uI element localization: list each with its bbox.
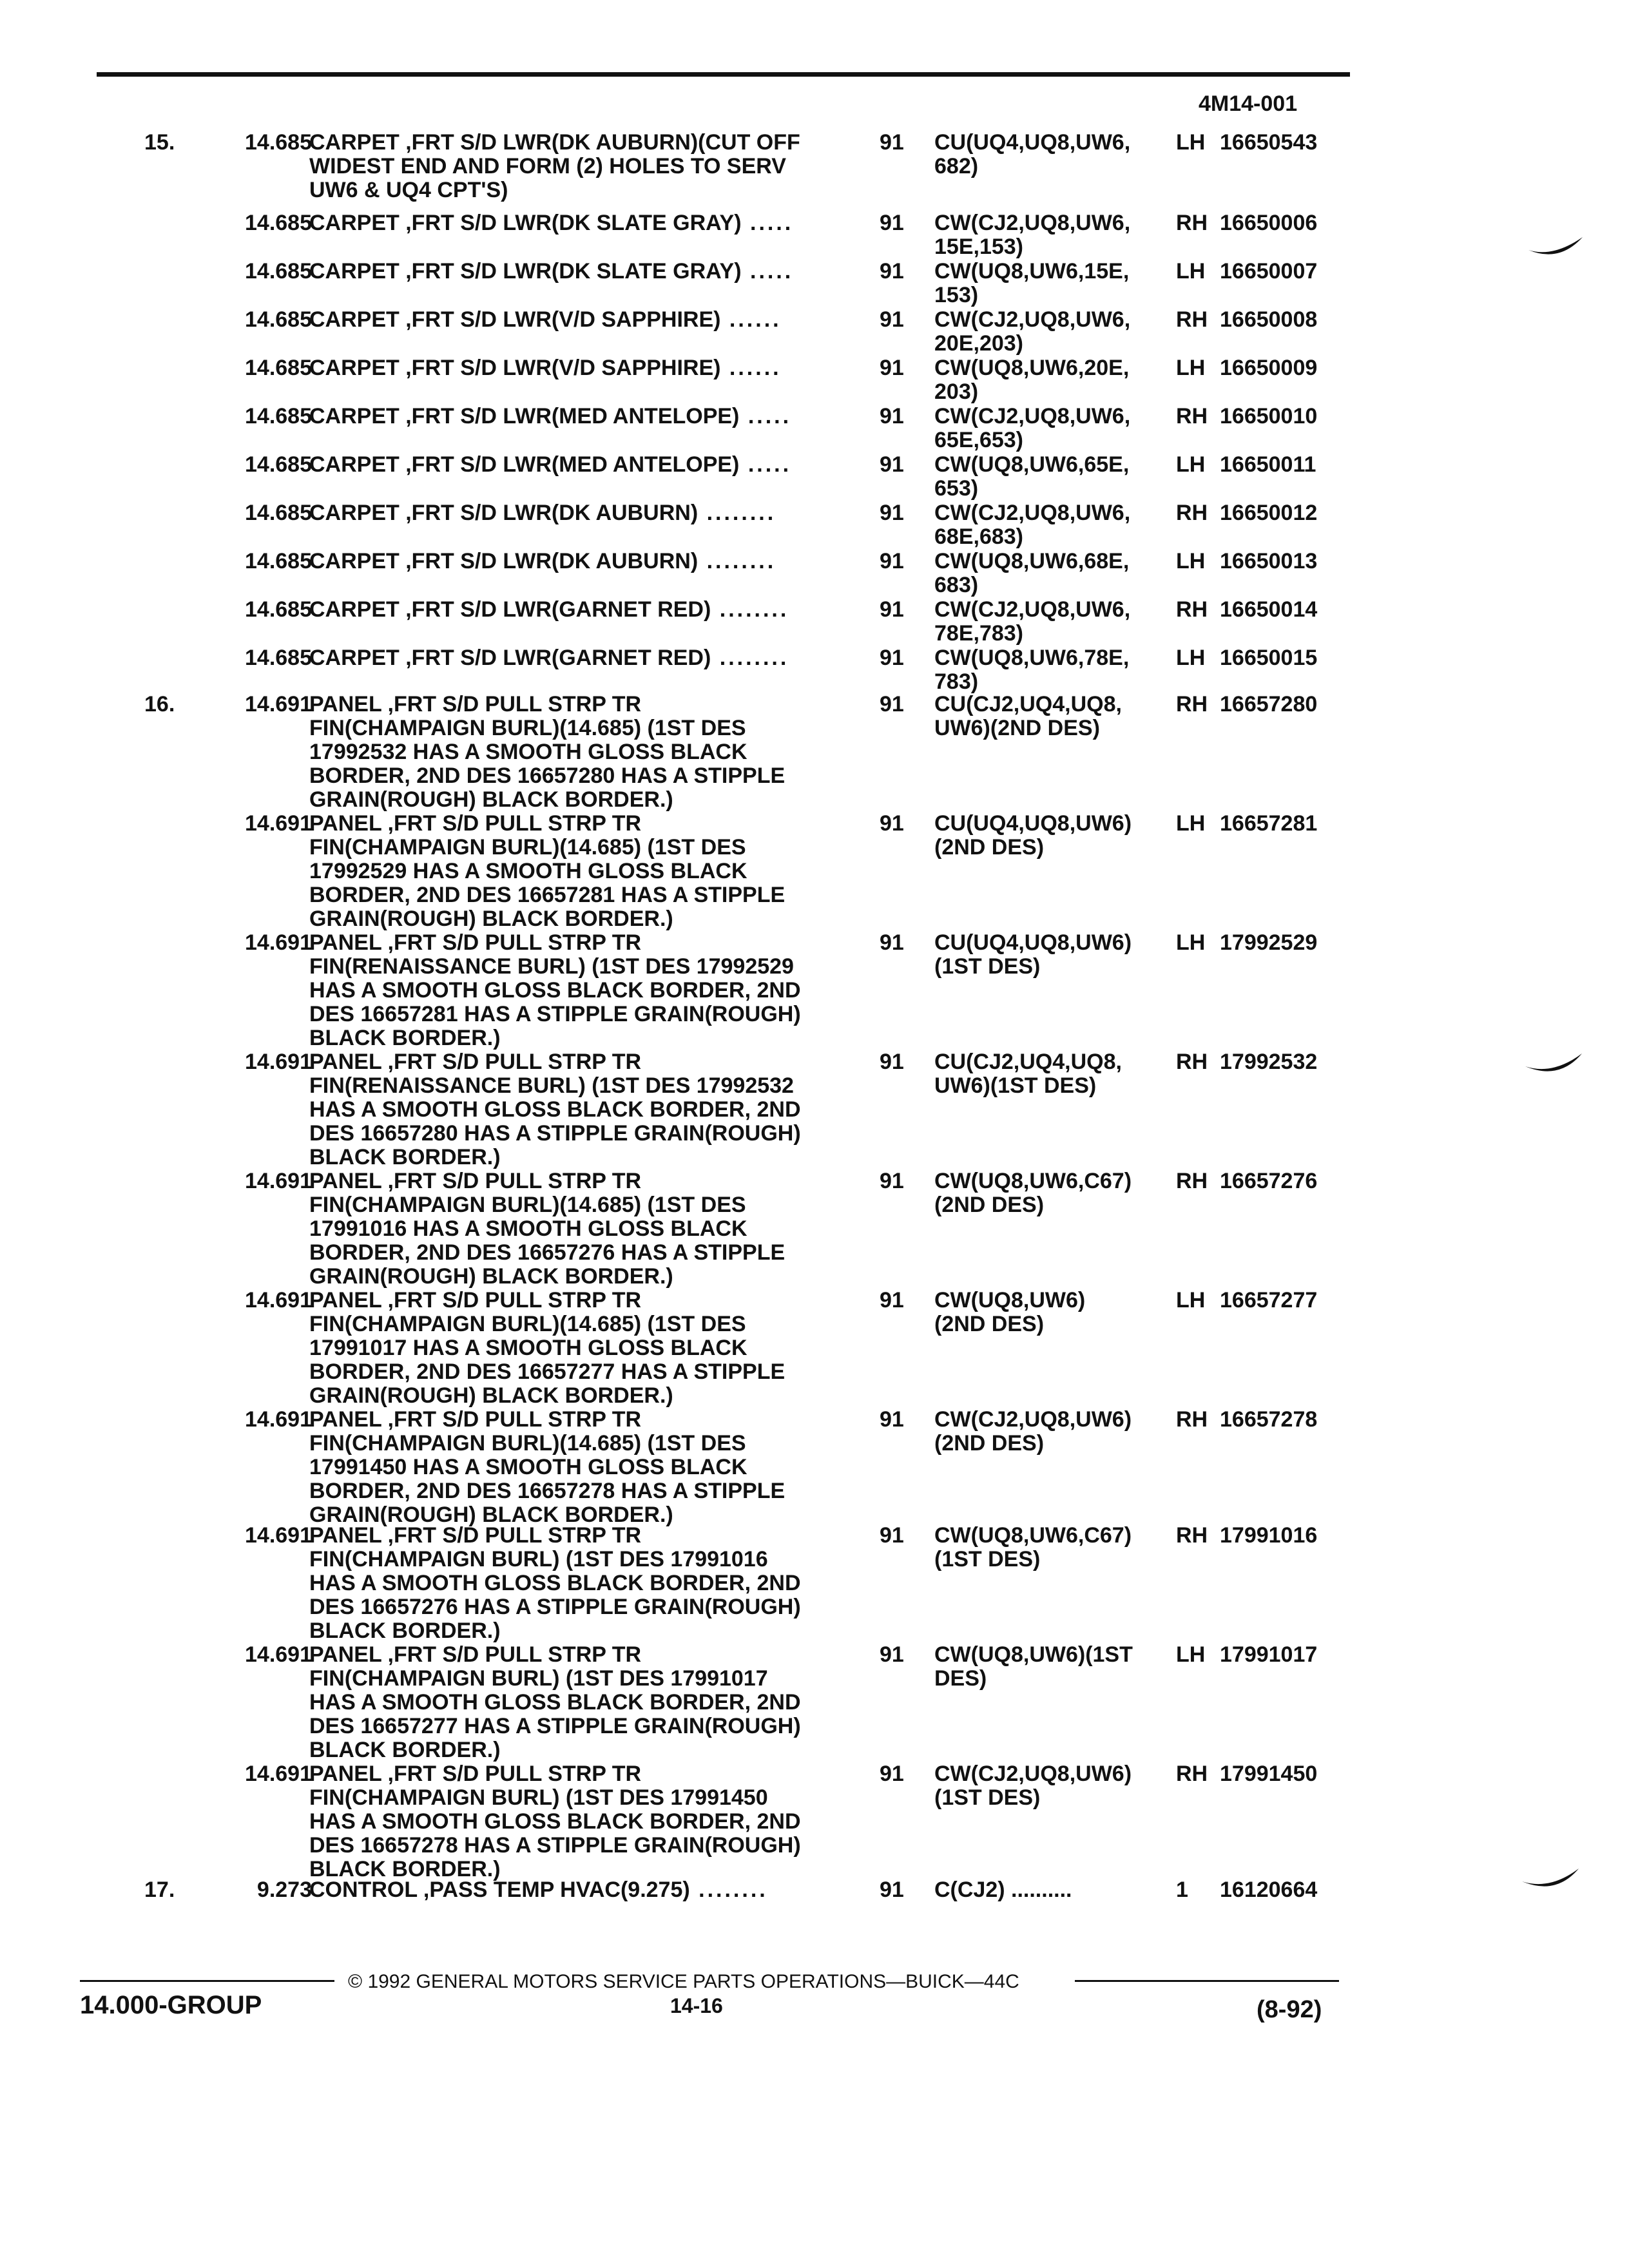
side-or-qty: RH [1176,1407,1208,1432]
item-number: 17. [144,1878,175,1902]
part-number: 17992532 [1220,1050,1318,1074]
part-number: 16657276 [1220,1169,1318,1193]
part-description: CARPET ,FRT S/D LWR(V/D SAPPHIRE) ...... [309,307,782,332]
group-number: 14.685 [245,646,312,670]
model-codes: CU(CJ2,UQ4,UQ8, UW6)(2ND DES) [934,692,1122,740]
model-codes: CW(CJ2,UQ8,UW6, 68E,683) [934,501,1131,549]
binding-mark-2 [1524,1047,1585,1079]
group-label: 14.000-GROUP [80,1991,262,2019]
leader-dots: ........ [698,549,776,573]
part-number: 17991017 [1220,1642,1318,1667]
part-number: 16650015 [1220,646,1318,670]
part-description: PANEL ,FRT S/D PULL STRP TR FIN(CHAMPAIGN BURL)(14.685) (1ST DES 17991017 HAS A SMOOTH GLOSS BLACK BORDER, 2ND DES 16657277 HAS A STIPPLE GRAIN(ROUGH) BLACK BORDER.) [309,1288,786,1408]
part-description: CARPET ,FRT S/D LWR(DK SLATE GRAY) ..... [309,259,794,284]
group-number: 14.685 [245,452,312,477]
leader-dots: ........ [689,1878,768,1902]
model-codes: C(CJ2) .......... [934,1878,1072,1902]
model-year: 91 [880,1642,904,1667]
model-codes: CU(UQ4,UQ8,UW6) (2ND DES) [934,811,1132,860]
model-year: 91 [880,692,904,716]
group-number: 14.691 [245,930,312,955]
model-year: 91 [880,259,904,284]
part-number: 16650012 [1220,501,1318,525]
model-codes: CU(UQ4,UQ8,UW6) (1ST DES) [934,930,1132,979]
leader-dots: ..... [739,404,792,428]
model-year: 91 [880,646,904,670]
model-codes: CU(CJ2,UQ4,UQ8, UW6)(1ST DES) [934,1050,1122,1098]
model-year: 91 [880,501,904,525]
side-or-qty: LH [1176,1642,1206,1667]
group-number: 14.691 [245,692,312,716]
model-year: 91 [880,930,904,955]
page-code: 4M14-001 [1199,91,1298,116]
part-description: PANEL ,FRT S/D PULL STRP TR FIN(CHAMPAIGN BURL)(14.685) (1ST DES 17992532 HAS A SMOOTH GLOSS BLACK BORDER, 2ND DES 16657280 HAS A STIPPLE GRAIN(ROUGH) BLACK BORDER.) [309,692,786,812]
part-description: CARPET ,FRT S/D LWR(MED ANTELOPE) ..... [309,452,792,477]
model-year: 91 [880,811,904,836]
group-number: 9.273 [256,1878,312,1902]
model-codes: CU(UQ4,UQ8,UW6, 682) [934,130,1131,178]
model-year: 91 [880,356,904,380]
part-number: 17992529 [1220,930,1318,955]
part-number: 16650011 [1220,452,1316,477]
part-description: PANEL ,FRT S/D PULL STRP TR FIN(CHAMPAIGN BURL) (1ST DES 17991450 HAS A SMOOTH GLOSS BLACK BORDER, 2ND DES 16657278 HAS A STIPPLE GRAIN(ROUGH) BLACK BORDER.) [309,1762,801,1881]
part-number: 16650006 [1220,211,1318,235]
side-or-qty: RH [1176,307,1208,332]
group-number: 14.691 [245,1642,312,1667]
group-number: 14.691 [245,1288,312,1312]
model-year: 91 [880,1288,904,1312]
model-year: 91 [880,130,904,155]
model-codes: CW(UQ8,UW6,C67) (1ST DES) [934,1523,1132,1571]
model-year: 91 [880,211,904,235]
part-description: CARPET ,FRT S/D LWR(GARNET RED) ........ [309,646,789,670]
model-year: 91 [880,404,904,428]
part-number: 16650007 [1220,259,1318,284]
side-or-qty: RH [1176,1762,1208,1786]
part-description: PANEL ,FRT S/D PULL STRP TR FIN(CHAMPAIGN BURL)(14.685) (1ST DES 17991016 HAS A SMOOTH GLOSS BLACK BORDER, 2ND DES 16657276 HAS A STIPPLE GRAIN(ROUGH) BLACK BORDER.) [309,1169,786,1289]
model-codes: CW(UQ8,UW6) (2ND DES) [934,1288,1086,1336]
part-description: PANEL ,FRT S/D PULL STRP TR FIN(CHAMPAIGN BURL) (1ST DES 17991017 HAS A SMOOTH GLOSS BLACK BORDER, 2ND DES 16657277 HAS A STIPPLE GRAIN(ROUGH) BLACK BORDER.) [309,1642,801,1762]
page-number: 14-16 [670,1994,723,2017]
part-number: 16650009 [1220,356,1318,380]
group-number: 14.691 [245,1407,312,1432]
group-number: 14.691 [245,1523,312,1548]
part-number: 16650543 [1220,130,1318,155]
leader-dots: ...... [720,307,782,332]
part-number: 16650010 [1220,404,1318,428]
group-number: 14.685 [245,307,312,332]
model-codes: CW(CJ2,UQ8,UW6) (2ND DES) [934,1407,1132,1456]
group-number: 14.685 [245,597,312,622]
footer-rule-left [80,1980,334,1982]
model-year: 91 [880,549,904,573]
copyright-line: © 1992 GENERAL MOTORS SERVICE PARTS OPERATIONS—BUICK—44C [348,1971,1019,1992]
binding-mark-1 [1527,232,1585,264]
model-codes: CW(UQ8,UW6,15E, 153) [934,259,1130,307]
part-number: 16120664 [1220,1878,1318,1902]
model-year: 91 [880,1762,904,1786]
model-codes: CW(UQ8,UW6,C67) (2ND DES) [934,1169,1132,1217]
model-codes: CW(CJ2,UQ8,UW6, 20E,203) [934,307,1131,356]
part-description: PANEL ,FRT S/D PULL STRP TR FIN(CHAMPAIGN BURL) (1ST DES 17991016 HAS A SMOOTH GLOSS BLACK BORDER, 2ND DES 16657276 HAS A STIPPLE GRAIN(ROUGH) BLACK BORDER.) [309,1523,801,1643]
leader-dots: ...... [720,356,782,380]
part-description: CARPET ,FRT S/D LWR(DK AUBURN) ........ [309,501,776,525]
side-or-qty: LH [1176,811,1206,836]
part-description: CARPET ,FRT S/D LWR(MED ANTELOPE) ..... [309,404,792,428]
leader-dots: ..... [739,452,792,477]
group-number: 14.685 [245,259,312,284]
part-description: PANEL ,FRT S/D PULL STRP TR FIN(RENAISSANCE BURL) (1ST DES 17992532 HAS A SMOOTH GLOSS BLACK BORDER, 2ND DES 16657280 HAS A STIPPLE GRAIN(ROUGH) BLACK BORDER.) [309,1050,801,1169]
part-number: 16657280 [1220,692,1318,716]
model-codes: CW(CJ2,UQ8,UW6) (1ST DES) [934,1762,1132,1810]
binding-mark-3 [1521,1862,1582,1894]
part-number: 16650014 [1220,597,1318,622]
group-number: 14.685 [245,404,312,428]
part-description: CONTROL ,PASS TEMP HVAC(9.275) ........ [309,1878,768,1902]
model-codes: CW(UQ8,UW6,65E, 653) [934,452,1130,501]
model-year: 91 [880,1878,904,1902]
part-description: PANEL ,FRT S/D PULL STRP TR FIN(RENAISSANCE BURL) (1ST DES 17992529 HAS A SMOOTH GLOSS BLACK BORDER, 2ND DES 16657281 HAS A STIPPLE GRAIN(ROUGH) BLACK BORDER.) [309,930,801,1050]
side-or-qty: RH [1176,597,1208,622]
part-description: CARPET ,FRT S/D LWR(DK AUBURN) ........ [309,549,776,573]
item-number: 16. [144,692,175,716]
model-year: 91 [880,307,904,332]
side-or-qty: RH [1176,1523,1208,1548]
revision-date: (8-92) [1257,1996,1322,2023]
model-year: 91 [880,597,904,622]
part-number: 16657277 [1220,1288,1318,1312]
leader-dots: ........ [711,646,789,670]
part-description: PANEL ,FRT S/D PULL STRP TR FIN(CHAMPAIGN BURL)(14.685) (1ST DES 17992529 HAS A SMOOTH GLOSS BLACK BORDER, 2ND DES 16657281 HAS A STIPPLE GRAIN(ROUGH) BLACK BORDER.) [309,811,786,931]
side-or-qty: LH [1176,1288,1206,1312]
side-or-qty: RH [1176,501,1208,525]
group-number: 14.685 [245,549,312,573]
model-year: 91 [880,452,904,477]
model-codes: CW(CJ2,UQ8,UW6, 15E,153) [934,211,1131,259]
model-codes: CW(UQ8,UW6,20E, 203) [934,356,1130,404]
part-number: 16657281 [1220,811,1318,836]
part-number: 17991450 [1220,1762,1318,1786]
leader-dots: ........ [711,597,789,622]
model-codes: CW(UQ8,UW6,78E, 783) [934,646,1130,694]
side-or-qty: LH [1176,930,1206,955]
model-year: 91 [880,1407,904,1432]
group-number: 14.691 [245,1050,312,1074]
part-number: 16650008 [1220,307,1318,332]
side-or-qty: LH [1176,646,1206,670]
group-number: 14.691 [245,811,312,836]
group-number: 14.691 [245,1762,312,1786]
group-number: 14.685 [245,501,312,525]
part-number: 16657278 [1220,1407,1318,1432]
side-or-qty: LH [1176,452,1206,477]
side-or-qty: LH [1176,130,1206,155]
header-rule [97,72,1350,77]
side-or-qty: LH [1176,356,1206,380]
side-or-qty: LH [1176,259,1206,284]
part-description: CARPET ,FRT S/D LWR(DK AUBURN)(CUT OFF WIDEST END AND FORM (2) HOLES TO SERV UW6 & UQ4 CPT'S) [309,130,800,202]
leader-dots: ..... [741,211,794,235]
item-number: 15. [144,130,175,155]
footer-rule-right [1075,1980,1339,1982]
group-number: 14.685 [245,211,312,235]
side-or-qty: RH [1176,1169,1208,1193]
model-year: 91 [880,1523,904,1548]
part-description: CARPET ,FRT S/D LWR(GARNET RED) ........ [309,597,789,622]
model-codes: CW(CJ2,UQ8,UW6, 65E,653) [934,404,1131,452]
side-or-qty: LH [1176,549,1206,573]
group-number: 14.691 [245,1169,312,1193]
model-year: 91 [880,1050,904,1074]
side-or-qty: 1 [1176,1878,1188,1902]
side-or-qty: RH [1176,404,1208,428]
leader-dots: ........ [698,501,776,525]
model-codes: CW(UQ8,UW6)(1ST DES) [934,1642,1133,1691]
side-or-qty: RH [1176,211,1208,235]
part-number: 16650013 [1220,549,1318,573]
group-number: 14.685 [245,130,312,155]
group-number: 14.685 [245,356,312,380]
part-number: 17991016 [1220,1523,1318,1548]
part-description: PANEL ,FRT S/D PULL STRP TR FIN(CHAMPAIGN BURL)(14.685) (1ST DES 17991450 HAS A SMOOTH GLOSS BLACK BORDER, 2ND DES 16657278 HAS A STIPPLE GRAIN(ROUGH) BLACK BORDER.) [309,1407,786,1527]
model-codes: CW(UQ8,UW6,68E, 683) [934,549,1130,597]
model-codes: CW(CJ2,UQ8,UW6, 78E,783) [934,597,1131,646]
model-year: 91 [880,1169,904,1193]
side-or-qty: RH [1176,692,1208,716]
leader-dots: ..... [741,259,794,284]
side-or-qty: RH [1176,1050,1208,1074]
part-description: CARPET ,FRT S/D LWR(V/D SAPPHIRE) ...... [309,356,782,380]
part-description: CARPET ,FRT S/D LWR(DK SLATE GRAY) ..... [309,211,794,235]
